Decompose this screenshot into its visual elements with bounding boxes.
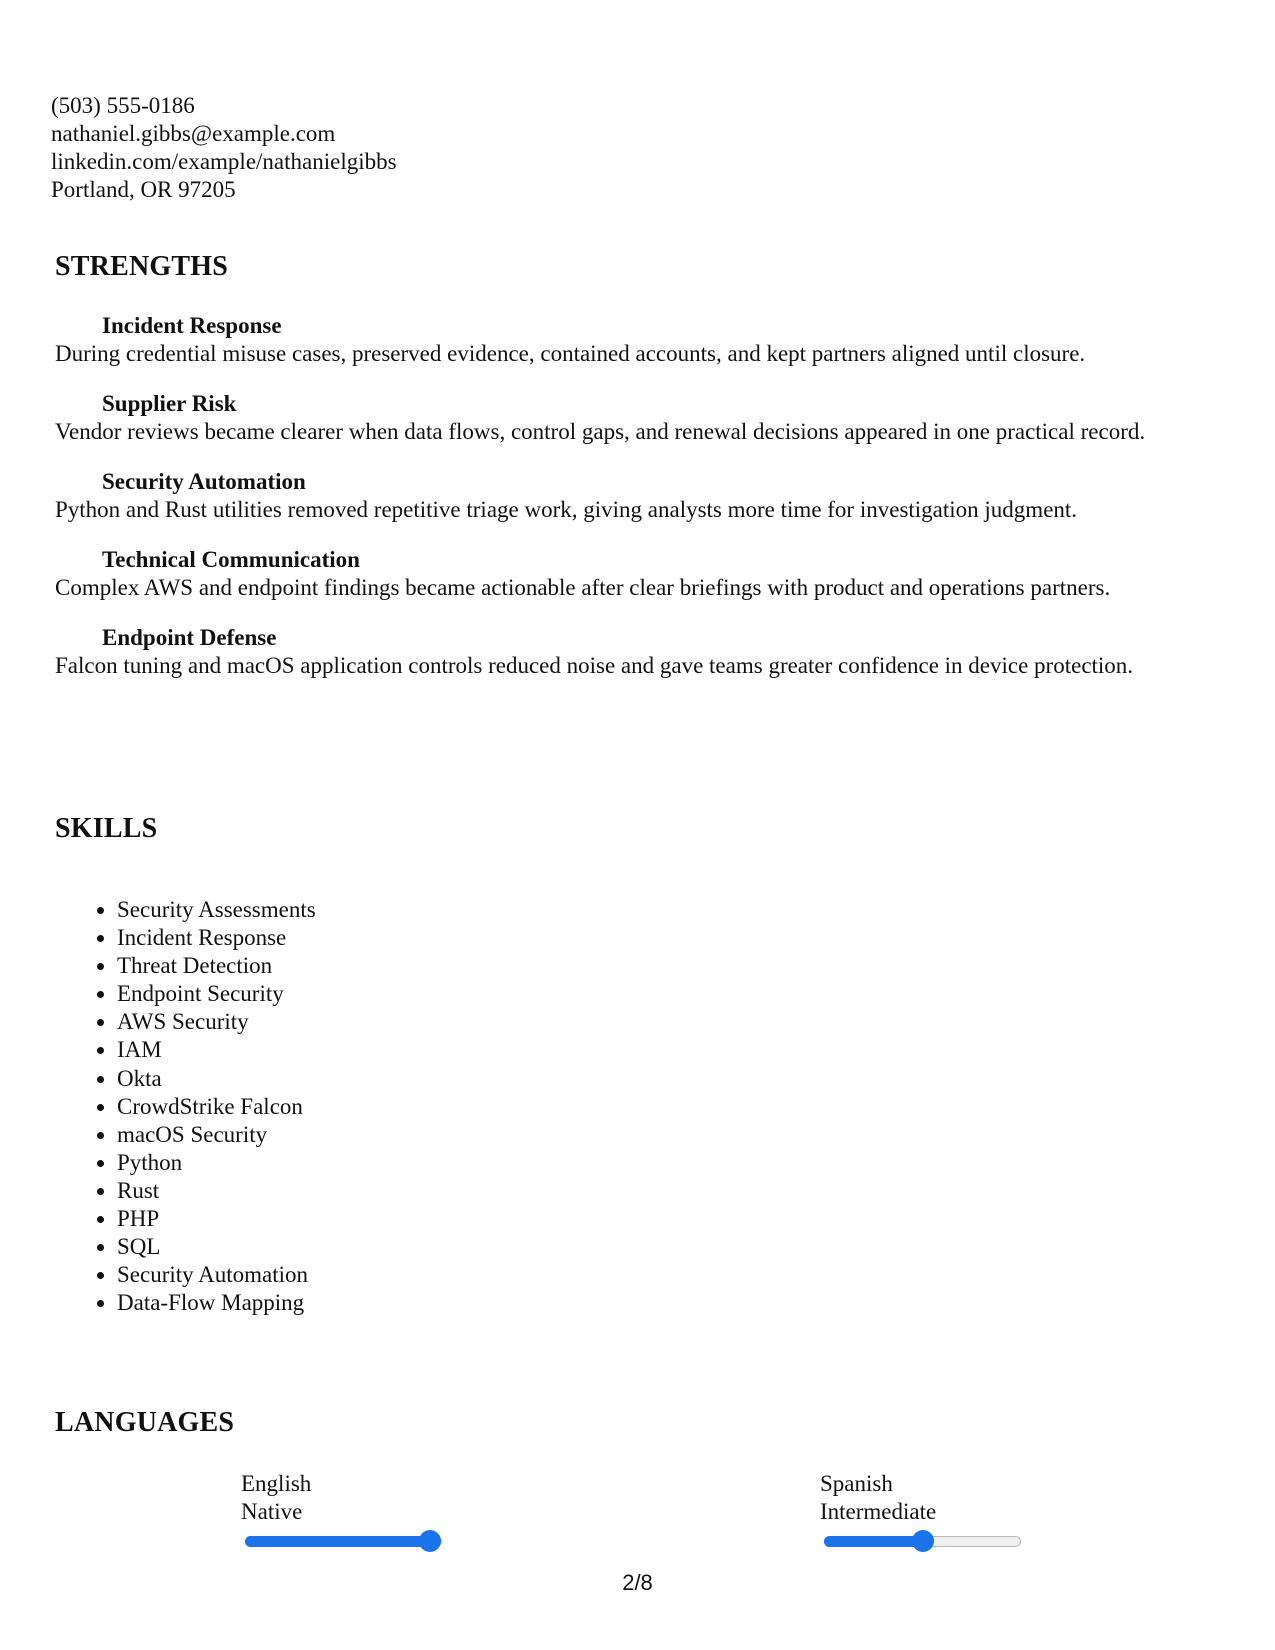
skill-item: • CrowdStrike Falcon	[117, 1093, 316, 1121]
strengths-section	[55, 312, 1235, 702]
skill-item: • macOS Security	[117, 1121, 316, 1149]
skill-item: • Security Automation	[117, 1261, 316, 1289]
strength-title: Security Automation	[102, 469, 306, 494]
strength-item	[55, 312, 1235, 368]
language-spanish	[820, 1470, 1020, 1547]
contact-block	[51, 92, 397, 204]
skill-item: • Python	[117, 1149, 316, 1177]
skill-item: • Rust	[117, 1177, 316, 1205]
strength-title: Supplier Risk	[102, 391, 237, 416]
strength-item	[55, 546, 1235, 602]
strength-title: Endpoint Defense	[102, 625, 277, 650]
skill-item: • Threat Detection	[117, 952, 316, 980]
strength-description: Python and Rust utilities removed repetitive triage work, giving analysts more time for investigation judgment.	[55, 497, 1078, 522]
skills-heading: SKILLS	[55, 813, 158, 844]
strength-description: Complex AWS and endpoint findings became actionable after clear briefings with product and operations partners.	[55, 575, 1111, 600]
proficiency-fill	[245, 1536, 430, 1547]
skills-list	[92, 896, 316, 1317]
proficiency-fill	[824, 1536, 923, 1547]
strengths-heading: STRENGTHS	[55, 251, 228, 282]
language-name: English	[241, 1471, 312, 1496]
skill-item: • Data-Flow Mapping	[117, 1289, 316, 1317]
slider-thumb[interactable]	[419, 1530, 441, 1552]
skill-item: • SQL	[117, 1233, 316, 1261]
skill-item: • Endpoint Security	[117, 980, 316, 1008]
slider-thumb[interactable]	[912, 1530, 934, 1552]
strength-title: Incident Response	[102, 313, 282, 338]
skill-item: • Security Assessments	[117, 896, 316, 924]
strength-description: Falcon tuning and macOS application controls reduced noise and gave teams greater confidence in device protection.	[55, 653, 1134, 678]
strength-item	[55, 390, 1235, 446]
contact-email: nathaniel.gibbs@example.com	[51, 121, 336, 146]
contact-phone: (503) 555-0186	[51, 93, 195, 118]
skill-item: • AWS Security	[117, 1008, 316, 1036]
language-name: Spanish	[820, 1471, 893, 1496]
strength-description: During credential misuse cases, preserved evidence, contained accounts, and kept partners aligned until closure.	[55, 341, 1086, 366]
contact-linkedin: linkedin.com/example/nathanielgibbs	[51, 149, 397, 174]
strength-item	[55, 468, 1235, 524]
languages-heading: LANGUAGES	[55, 1407, 235, 1438]
skill-item: • Incident Response	[117, 924, 316, 952]
skill-item: • Okta	[117, 1065, 316, 1093]
strength-item	[55, 624, 1235, 680]
skill-item: • PHP	[117, 1205, 316, 1233]
language-level: Native	[241, 1499, 303, 1524]
contact-location: Portland, OR 97205	[51, 177, 236, 202]
strength-title: Technical Communication	[102, 547, 360, 572]
proficiency-slider[interactable]	[245, 1536, 442, 1547]
page-number: 2/8	[622, 1570, 653, 1595]
language-english	[241, 1470, 441, 1547]
skill-item: • IAM	[117, 1036, 316, 1064]
proficiency-slider[interactable]	[824, 1536, 1021, 1547]
language-level: Intermediate	[820, 1499, 937, 1524]
strength-description: Vendor reviews became clearer when data flows, control gaps, and renewal decisions appeared in one practical record.	[55, 419, 1146, 444]
